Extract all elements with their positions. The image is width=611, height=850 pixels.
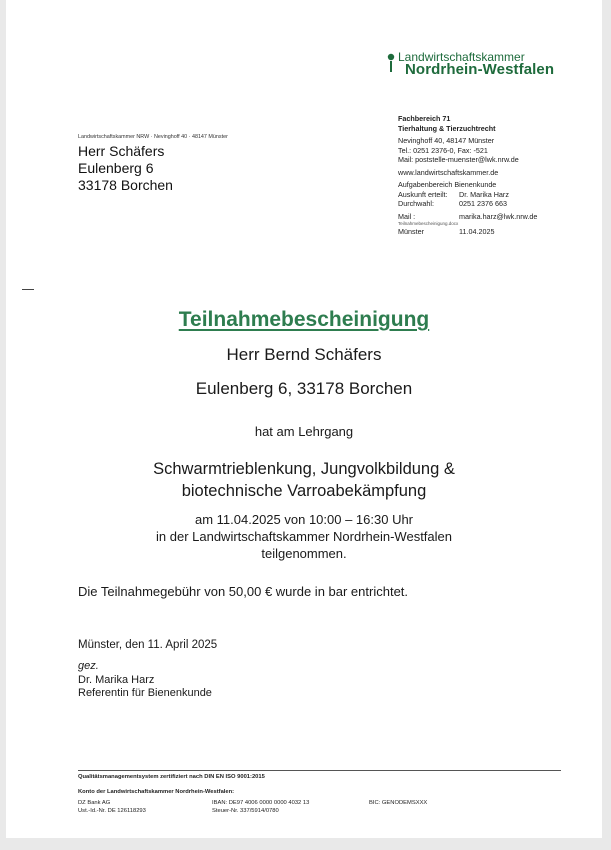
logo-text-top: Landwirtschaftskammer — [398, 50, 525, 64]
department-phone: Tel.: 0251 2376-0, Fax: -521 — [398, 145, 488, 155]
course-details — [6, 511, 602, 562]
signature-block — [78, 660, 212, 701]
footer-bank: DZ Bank AG — [78, 800, 111, 806]
course-date: am 11.04.2025 von 10:00 – 16:30 Uhr — [194, 512, 414, 527]
sender-line: Landwirtschaftskammer NRW · Nevinghoff 40 · 48147 Münster — [78, 134, 228, 140]
phone-row: Durchwahl: 0251 2376 663 — [398, 199, 507, 208]
footer-divider — [78, 770, 561, 771]
document-page — [6, 0, 602, 838]
footer-iban: IBAN: DE97 4006 0000 0000 4032 13 — [212, 800, 310, 806]
mail-row: Mail : marika.harz@lwk.nrw.de — [398, 211, 538, 221]
contact-row: Auskunft erteilt: Dr. Marika Harz — [398, 189, 509, 199]
department-area: Aufgabenbereich Bienenkunde — [398, 180, 497, 189]
course-location: in der Landwirtschaftskammer Nordrhein-Westfalen — [156, 529, 452, 544]
footer-bic: BIC: GENODEMSXXX — [369, 800, 428, 806]
fee-statement: Die Teilnahmegebühr von 50,00 € wurde in bar entrichtet. — [78, 584, 409, 599]
department-website: www.landwirtschaftskammer.de — [398, 167, 499, 177]
department-subtitle: Tierhaltung & Tierzuchtrecht — [398, 123, 496, 133]
department-address: Nevinghoff 40, 48147 Münster — [398, 136, 495, 145]
signature-gez: gez. — [78, 660, 99, 672]
department-title: Fachbereich 71 — [398, 114, 451, 123]
footer-account-title: Konto der Landwirtschaftskammer Nordrhein-Westfalen: — [78, 789, 235, 795]
department-info — [398, 114, 537, 237]
signer-name: Dr. Marika Harz — [78, 673, 155, 686]
certificate-title: Teilnahmebescheinigung — [178, 308, 430, 331]
recipient-street: Eulenberg 6 — [78, 160, 154, 176]
logo-text-bottom: Nordrhein-Westfalen — [405, 61, 555, 78]
course-attended: teilgenommen. — [261, 546, 347, 561]
recipient-address — [78, 143, 173, 194]
intro-text: hat am Lehrgang — [254, 424, 354, 439]
department-mail: Mail: poststelle-muenster@lwk.nrw.de — [398, 155, 519, 164]
participant-address: Eulenberg 6, 33178 Borchen — [195, 379, 413, 398]
file-name: Teilnahmebescheinigung.docx — [398, 221, 459, 226]
recipient-name: Herr Schäfers — [78, 143, 165, 159]
course-line-2: biotechnische Varroabekämpfung — [181, 482, 427, 500]
logo-leaf-icon — [387, 52, 395, 72]
footer-vat-id: Ust.-Id.-Nr. DE 126118293 — [78, 808, 146, 814]
footer-tax-number: Steuer-Nr. 337/5914/0780 — [212, 808, 279, 814]
place-date-row: Münster 11.04.2025 — [398, 227, 495, 236]
signer-role: Referentin für Bienenkunde — [78, 687, 212, 699]
course-line-1: Schwarmtrieblenkung, Jungvolkbildung & — [153, 460, 455, 478]
participant-name: Herr Bernd Schäfers — [226, 345, 382, 364]
place-date: Münster, den 11. April 2025 — [78, 639, 218, 651]
course-title — [6, 458, 602, 502]
recipient-city: 33178 Borchen — [78, 177, 173, 193]
footer-qm: Qualitätsmanagementsystem zertifiziert nach DIN EN ISO 9001:2015 — [78, 774, 265, 780]
fold-mark — [22, 289, 34, 290]
